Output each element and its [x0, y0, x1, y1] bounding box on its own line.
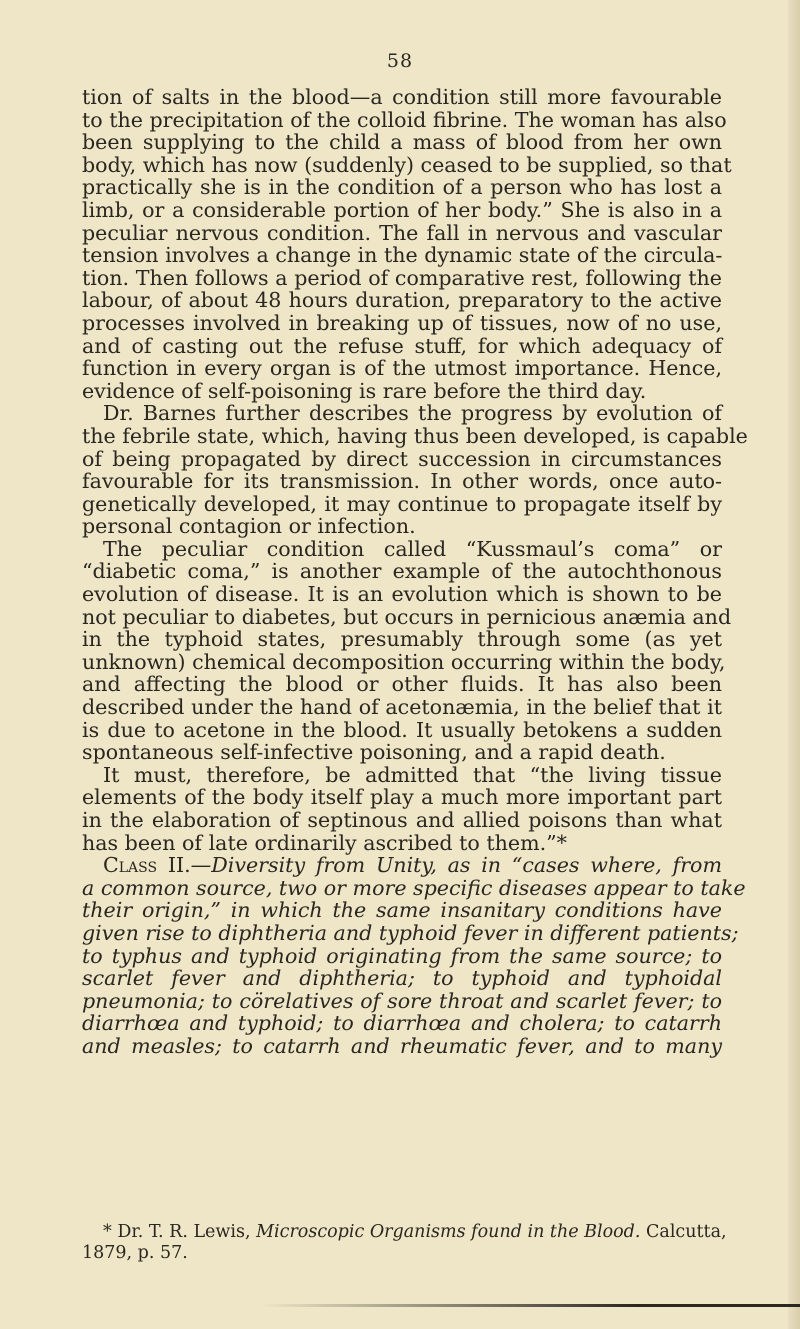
text-line: favourable for its transmission. In other words, once auto-: [82, 469, 722, 494]
text-line: It must, therefore, be admitted that “the living tissue: [103, 762, 722, 787]
footnote: [82, 1222, 727, 1264]
italic-text: —Diversity from Unity, as in “cases where, from: [190, 853, 722, 878]
text-line: elements of the body itself play a much more important part: [82, 785, 722, 810]
text-line: limb, or a considerable portion of her body.” She is also in a: [82, 197, 722, 222]
text-line: function in every organ is of the utmost importance. Hence,: [82, 356, 722, 381]
text-line: labour, of about 48 hours duration, preparatory to the active: [82, 288, 722, 313]
text-line: has been of late ordinarily ascribed to them.”*: [82, 830, 567, 855]
italic-line: a common source, two or more specific diseases appear to take: [82, 875, 746, 900]
text-line: peculiar nervous condition. The fall in nervous and vascular: [82, 220, 722, 245]
text-line: is due to acetone in the blood. It usually betokens a sudden: [82, 717, 722, 742]
text-line: practically she is in the condition of a person who has lost a: [82, 175, 722, 200]
italic-line: scarlet fever and diphtheria; to typhoid and typhoidal: [82, 966, 722, 991]
text-line: to the precipitation of the colloid fibrine. The woman has also: [82, 107, 727, 132]
text-line: The peculiar condition called “Kussmaul’s coma” or: [103, 536, 722, 561]
footnote-place: Calcutta,: [646, 1222, 727, 1242]
text-line: evolution of disease. It is an evolution which is shown to be: [82, 582, 722, 607]
text-line: evidence of self-poisoning is rare before the third day.: [82, 378, 647, 403]
body-text: [82, 85, 748, 1058]
text-line: tion. Then follows a period of comparative rest, following the: [82, 265, 722, 290]
page-bottom-edge: [260, 1304, 800, 1307]
italic-line: and measles; to catarrh and rheumatic fever, and to many: [82, 1033, 722, 1058]
text-line: the febrile state, which, having thus been developed, is capable: [82, 423, 748, 448]
text-line: spontaneous self-infective poisoning, and a rapid death.: [82, 740, 666, 765]
text-line: “diabetic coma,” is another example of the autochthonous: [82, 559, 722, 584]
footnote-date: 1879, p. 57.: [82, 1243, 188, 1263]
page-number: 58: [386, 50, 414, 72]
text-line: in the elaboration of septinous and allied poisons than what: [82, 808, 722, 832]
text-line: not peculiar to diabetes, but occurs in pernicious anæmia and: [82, 604, 732, 629]
page-edge: [788, 0, 800, 1329]
italic-line: pneumonia; to cörelatives of sore throat and scarlet fever; to: [82, 988, 722, 1013]
italic-line: their origin,” in which the same insanitary conditions have: [82, 898, 722, 923]
text-line: personal contagion or infection.: [82, 514, 416, 539]
text-line: Dr. Barnes further describes the progress by evolution of: [103, 401, 722, 426]
text-line: described under the hand of acetonæmia, in the belief that it: [82, 695, 722, 720]
text-line: processes involved in breaking up of tissues, now of no use,: [82, 310, 722, 335]
footnote-title: Microscopic Organisms found in the Blood.: [256, 1222, 641, 1242]
footnote-marker: * Dr. T. R. Lewis,: [103, 1222, 251, 1242]
text-line: in the typhoid states, presumably through some (as yet: [82, 627, 722, 652]
italic-line: given rise to diphtheria and typhoid fever in different patients;: [82, 920, 739, 945]
class-heading: Class II.: [103, 853, 191, 878]
text-line: been supplying to the child a mass of blood from her own: [82, 130, 722, 155]
text-line: and of casting out the refuse stuff, for which adequacy of: [82, 333, 722, 358]
text-line: and affecting the blood or other fluids. It has also been: [82, 672, 722, 697]
italic-line: to typhus and typhoid originating from the same source; to: [82, 943, 722, 968]
footnote-line: [82, 1222, 727, 1243]
text-line: tion of salts in the blood—a condition still more favourable: [82, 85, 722, 109]
text-line: tension involves a change in the dynamic state of the circula-: [82, 243, 723, 268]
text-line: unknown) chemical decomposition occurring within the body,: [82, 649, 726, 674]
italic-line: diarrhœa and typhoid; to diarrhœa and cholera; to catarrh: [82, 1011, 722, 1036]
class-two-line: [82, 854, 722, 877]
text-line: genetically developed, it may continue to propagate itself by: [82, 491, 722, 516]
text-line: body, which has now (suddenly) ceased to be supplied, so that: [82, 152, 732, 177]
text-line: of being propagated by direct succession in circumstances: [82, 446, 722, 471]
